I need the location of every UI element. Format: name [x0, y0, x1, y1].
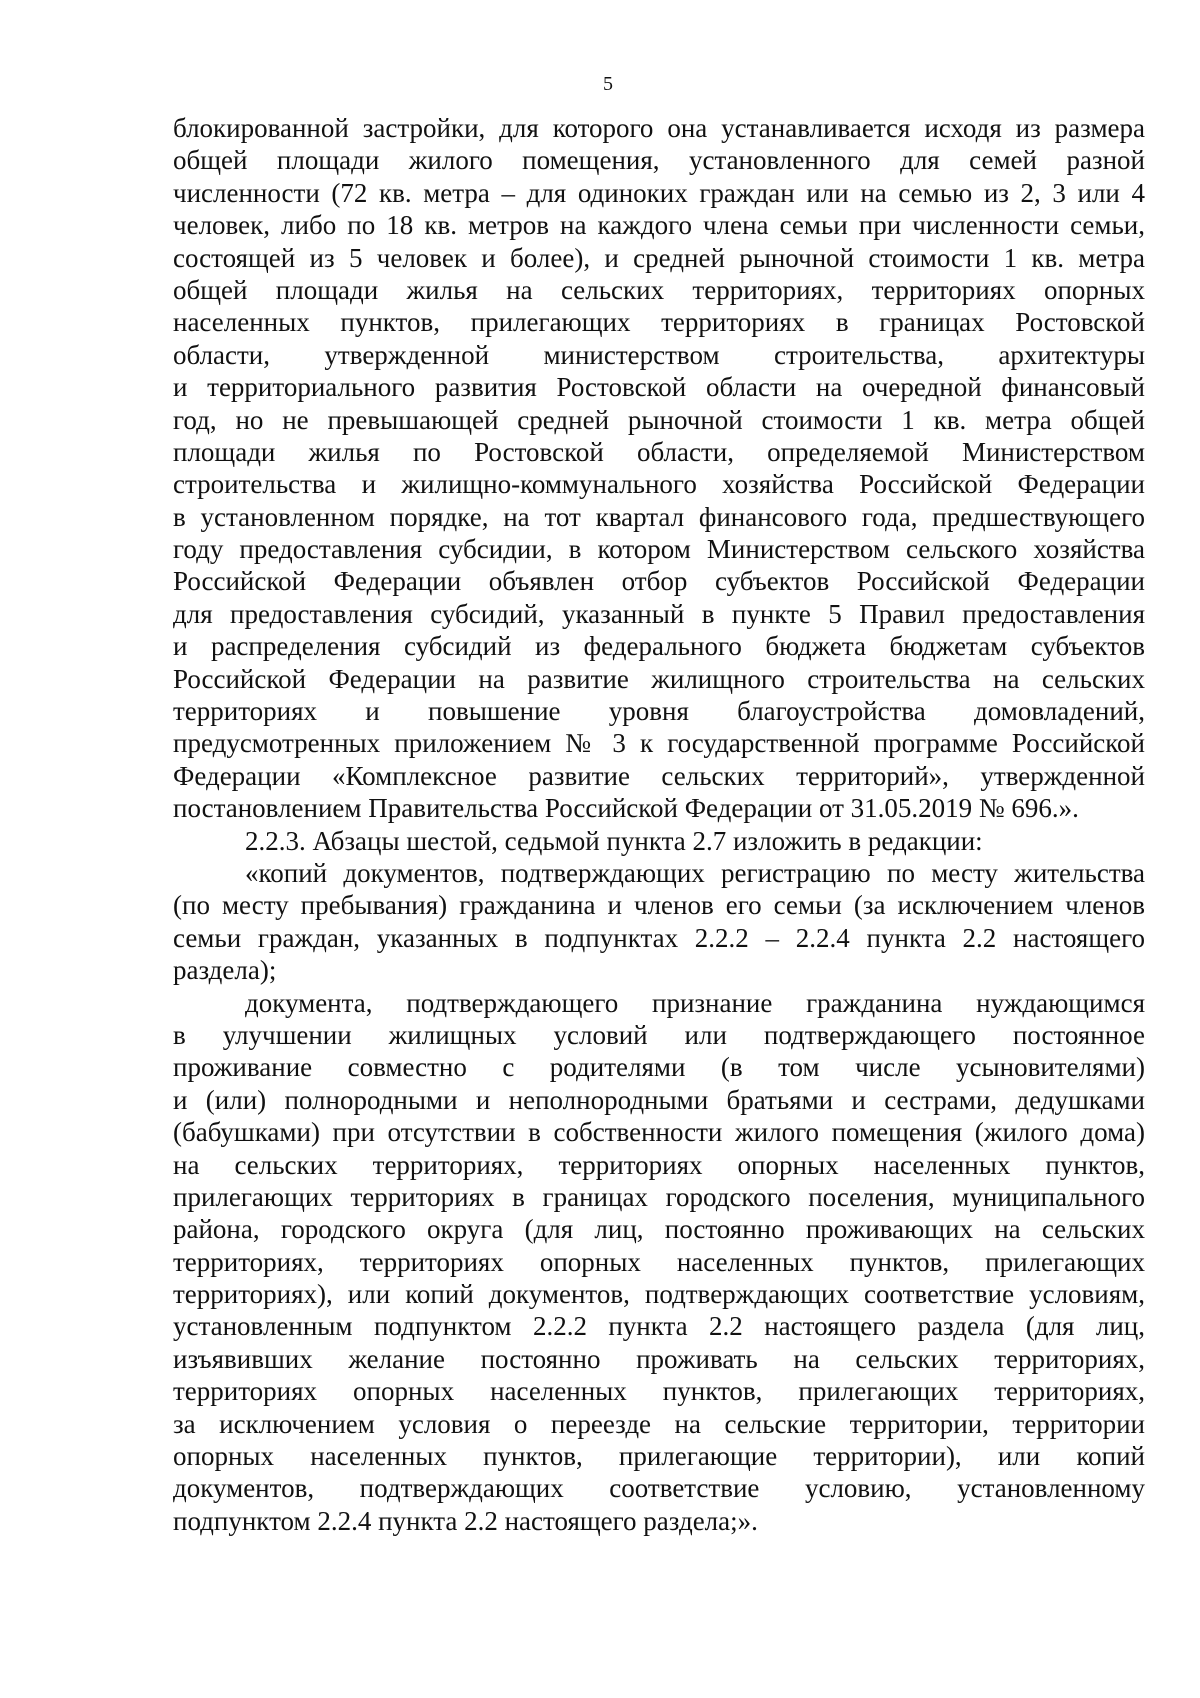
text-line: в установленном порядке, на тот квартал финансового года, предшествующего	[173, 501, 1145, 532]
text-line: (бабушками) при отсутствии в собственности жилого помещения (жилого дома)	[173, 1117, 1145, 1148]
text-line: и распределения субсидий из федерального бюджета бюджетам субъектов	[173, 631, 1145, 662]
text-line: подпунктом 2.2.4 пункта 2.2 настоящего раздела;».	[173, 1505, 758, 1536]
text-line: документов, подтверждающих соответствие условию, установленному	[173, 1473, 1145, 1504]
text-line: численности (72 кв. метра – для одиноких граждан или на семью из 2, 3 или 4	[173, 177, 1145, 208]
text-line: раздела);	[173, 955, 277, 986]
text-line: опорных населенных пунктов, прилегающие территории), или копий	[173, 1441, 1145, 1472]
text-line: строительства и жилищно-коммунального хозяйства Российской Федерации	[173, 469, 1145, 500]
text-line: человек, либо по 18 кв. метров на каждого члена семьи при численности семьи,	[173, 210, 1145, 241]
text-line: прилегающих территориях в границах городского поселения, муниципального	[173, 1181, 1145, 1212]
text-line: общей площади жилья на сельских территориях, территориях опорных	[173, 274, 1145, 305]
paragraph-p3	[173, 857, 1145, 987]
text-line: документа, подтверждающего признание гражданина нуждающимся	[245, 987, 1145, 1018]
text-line: блокированной застройки, для которого она устанавливается исходя из размера	[173, 113, 1145, 143]
text-line: территориях и повышение уровня благоустройства домовладений,	[173, 696, 1145, 727]
text-line: «копий документов, подтверждающих регистрацию по месту жительства	[245, 857, 1145, 888]
document-body	[173, 112, 1145, 1537]
text-line: общей площади жилого помещения, установленного для семей разной	[173, 145, 1145, 176]
text-line: и (или) полнородными и неполнородными братьями и сестрами, дедушками	[173, 1084, 1145, 1115]
text-line: для предоставления субсидий, указанный в пункте 5 Правил предоставления	[173, 598, 1145, 629]
text-line: 2.2.3. Абзацы шестой, седьмой пункта 2.7 изложить в редакции:	[245, 825, 983, 856]
paragraph-p4	[173, 987, 1145, 1538]
text-line: Российской Федерации объявлен отбор субъектов Российской Федерации	[173, 566, 1145, 597]
text-line: семьи граждан, указанных в подпунктах 2.2.2 – 2.2.4 пункта 2.2 настоящего	[173, 922, 1145, 953]
text-line: установленным подпунктом 2.2.2 пункта 2.2 настоящего раздела (для лиц,	[173, 1311, 1145, 1342]
text-line: изъявивших желание постоянно проживать на сельских территориях,	[173, 1343, 1145, 1374]
text-line: год, но не превышающей средней рыночной стоимости 1 кв. метра общей	[173, 404, 1145, 435]
text-line: на сельских территориях, территориях опорных населенных пунктов,	[173, 1149, 1145, 1180]
text-line: территориях, территориях опорных населенных пунктов, прилегающих	[173, 1246, 1145, 1277]
text-line: (по месту пребывания) гражданина и членов его семьи (за исключением членов	[173, 890, 1145, 921]
text-line: области, утвержденной министерством строительства, архитектуры	[173, 339, 1145, 370]
text-line: территориях опорных населенных пунктов, прилегающих территориях,	[173, 1376, 1145, 1407]
text-line: территориях), или копий документов, подтверждающих соответствие условиям,	[173, 1279, 1145, 1310]
text-line: предусмотренных приложением № 3 к государственной программе Российской	[173, 728, 1145, 759]
text-line: Российской Федерации на развитие жилищного строительства на сельских	[173, 663, 1145, 694]
text-line: состоящей из 5 человек и более), и средней рыночной стоимости 1 кв. метра	[173, 242, 1145, 273]
text-line: в улучшении жилищных условий или подтверждающего постоянное	[173, 1019, 1145, 1050]
text-line: района, городского округа (для лиц, постоянно проживающих на сельских	[173, 1214, 1145, 1245]
paragraph-p1	[173, 112, 1145, 825]
text-line: году предоставления субсидии, в котором Министерством сельского хозяйства	[173, 534, 1145, 565]
text-line: Федерации «Комплексное развитие сельских территорий», утвержденной	[173, 760, 1145, 791]
text-line: и территориального развития Ростовской области на очередной финансовый	[173, 372, 1145, 403]
text-line: площади жилья по Ростовской области, определяемой Министерством	[173, 436, 1145, 467]
page-number: 5	[603, 73, 613, 95]
text-line: проживание совместно с родителями (в том числе усыновителями)	[173, 1052, 1145, 1083]
text-line: населенных пунктов, прилегающих территориях в границах Ростовской	[173, 307, 1145, 338]
text-line: постановлением Правительства Российской Федерации от 31.05.2019 № 696.».	[173, 793, 1079, 824]
text-line: за исключением условия о переезде на сельские территории, территории	[173, 1408, 1145, 1439]
paragraph-p2	[173, 825, 1145, 857]
